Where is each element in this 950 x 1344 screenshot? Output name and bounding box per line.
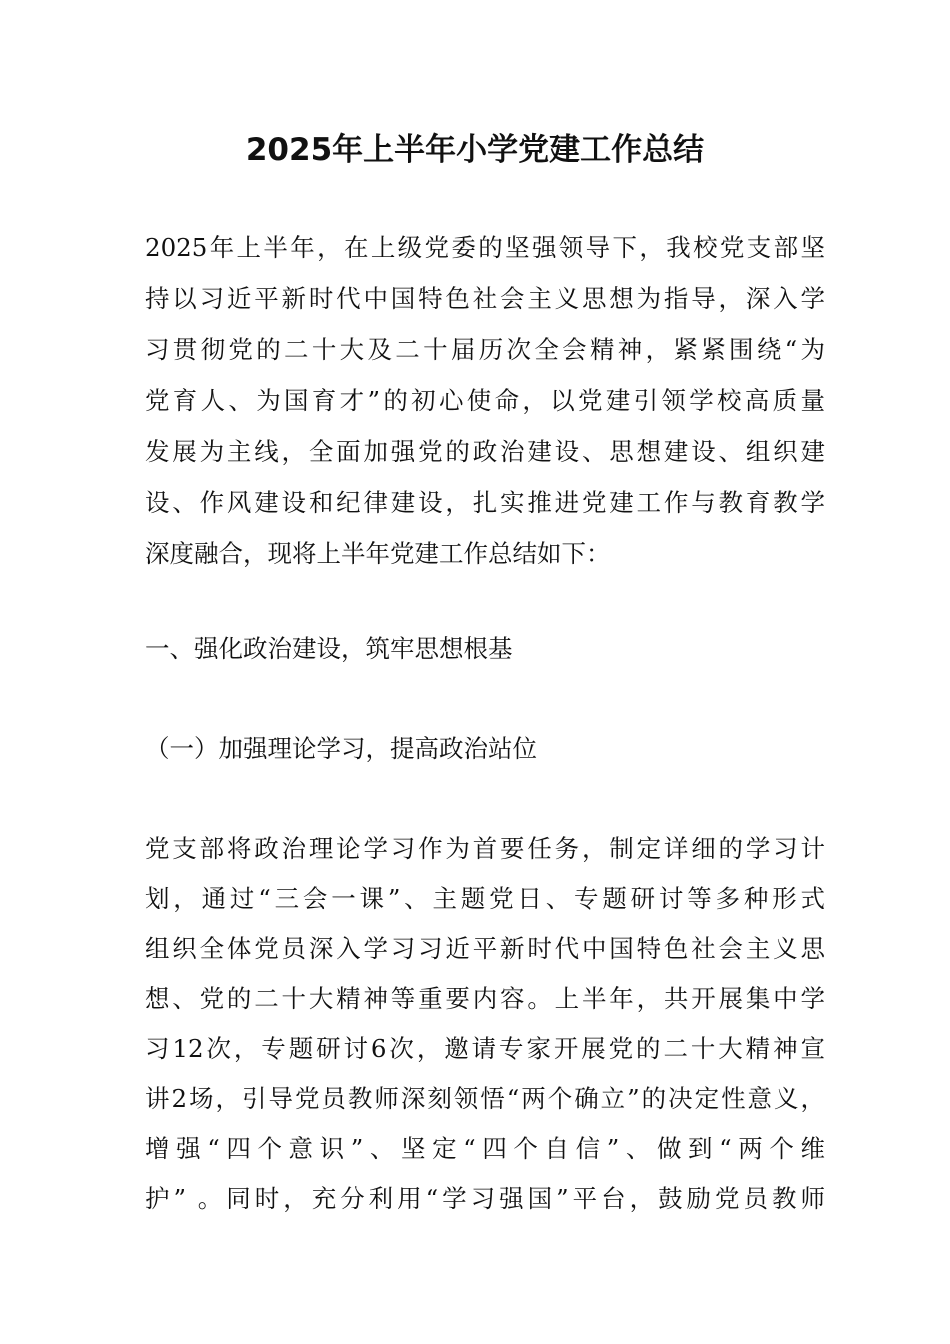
body-line-8: 护” 。同时，充分利用“学习强国”平台，鼓励党员教师 (145, 1184, 825, 1213)
body-line-3: 组织全体党员深入学习习近平新时代中国特色社会主义思 (145, 934, 825, 963)
intro-line-1: 2025年上半年，在上级党委的坚强领导下，我校党支部坚 (145, 233, 825, 262)
document-title: 2025年上半年小学党建工作总结 (245, 132, 705, 168)
body-line-7: 增强“四个意识”、坚定“四个自信”、做到“两个维 (145, 1134, 825, 1163)
body-line-2: 划，通过“三会一课”、主题党日、专题研讨等多种形式 (145, 884, 825, 913)
intro-line-4: 党育人、为国育才”的初心使命，以党建引领学校高质量 (145, 386, 825, 415)
body-line-6: 讲2场，引导党员教师深刻领悟“两个确立”的决定性意义， (145, 1084, 825, 1113)
intro-line-6: 设、作风建设和纪律建设，扎实推进党建工作与教育教学 (145, 488, 825, 517)
body-line-5: 习12次，专题研讨6次，邀请专家开展党的二十大精神宣 (145, 1034, 825, 1063)
intro-line-3: 习贯彻党的二十大及二十届历次全会精神，紧紧围绕“为 (145, 335, 825, 364)
section-heading: 一、强化政治建设，筑牢思想根基 (145, 634, 513, 663)
intro-line-2: 持以习近平新时代中国特色社会主义思想为指导，深入学 (145, 284, 825, 313)
body-line-1: 党支部将政治理论学习作为首要任务，制定详细的学习计 (145, 834, 825, 863)
intro-line-7: 深度融合，现将上半年党建工作总结如下： (145, 539, 611, 568)
body-line-4: 想、党的二十大精神等重要内容。上半年，共开展集中学 (145, 984, 825, 1013)
subsection-heading: （一）加强理论学习，提高政治站位 (145, 734, 537, 763)
intro-line-5: 发展为主线，全面加强党的政治建设、思想建设、组织建 (145, 437, 825, 466)
